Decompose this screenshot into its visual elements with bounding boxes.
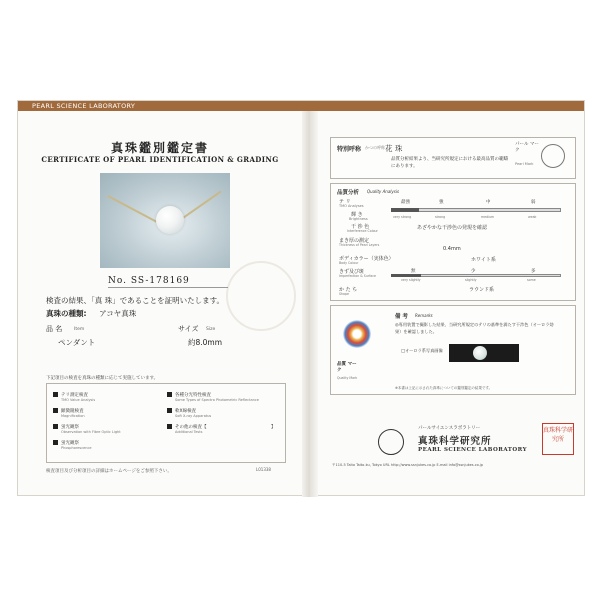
- kind-value: アコヤ真珠: [99, 309, 137, 318]
- interference-en: Interference Colour: [347, 229, 378, 233]
- checked-box-icon: [53, 392, 58, 397]
- nacre-value: 0.4mm: [443, 246, 461, 252]
- blemish-scale-label: 無: [411, 269, 416, 274]
- special-name-sub: かつの呼称: [365, 145, 385, 150]
- scale-label-en: very strong: [393, 215, 412, 219]
- special-name-label: 特別呼称: [337, 146, 362, 153]
- kind-label: 真珠の種類:: [46, 309, 87, 318]
- scale-label: 中: [486, 200, 491, 205]
- shape-value: ラウンド系: [469, 287, 495, 293]
- rainbow-spectrum-icon: [343, 320, 371, 348]
- check-item: 蛍光観察 Phosphorescence: [53, 440, 92, 450]
- chain-right: [180, 190, 222, 220]
- blemish-scale-label: 多: [531, 269, 536, 274]
- footer-note: 検査項目及び分析項目の詳細はホームページをご参照下さい。: [46, 469, 172, 474]
- remarks-label: 備 考: [395, 314, 408, 320]
- interference-value: あざやかな干渉色の発現を確認: [417, 225, 488, 231]
- pearl-mark-label: パール マーク: [515, 142, 539, 153]
- check-close-bracket: 】: [271, 425, 276, 430]
- lab-name-jp: 真珠科学研究所: [418, 436, 492, 447]
- panel-heading: 下記項目の検査を真珠の種類に応じて実施しています。: [46, 376, 159, 381]
- checked-box-icon: [167, 424, 172, 429]
- lab-name-en: PEARL SCIENCE LABORATORY: [418, 447, 527, 453]
- scale-label-en: medium: [481, 215, 495, 219]
- pearl-mark-en: Pearl Mark: [515, 162, 534, 166]
- aurora-photo: [449, 344, 519, 362]
- shape-en: Shape: [339, 292, 349, 296]
- chain-left: [108, 195, 157, 222]
- size-value: 約8.0mm: [188, 338, 223, 347]
- brightness-label: 輝 き: [351, 212, 363, 218]
- teri-label: テ リ: [339, 199, 351, 205]
- checked-box-icon: [53, 440, 58, 445]
- tests-panel: [46, 383, 286, 463]
- footnote: ※本書は上記に示された真珠についての鑑別鑑定の結果です。: [395, 386, 493, 390]
- scale-label-en: strong: [435, 215, 446, 219]
- nacre-en: Thickness of Pearl Layers: [339, 243, 380, 247]
- check-item: 蛍光観察 Observation with Fibre Optic Light: [53, 424, 121, 434]
- checked-box-icon: [167, 408, 172, 413]
- checked-box-icon: [53, 424, 58, 429]
- size-label-en: Size: [206, 327, 216, 332]
- brightness-scale-fill: [391, 208, 419, 212]
- lab-address: 〒110-5 Taito Taito-ku, Tokyo URL http://www.ssnjukes.co.jp E-mail info@ssnjukes.co.jp: [332, 463, 484, 467]
- remarks-en: Remarks: [415, 313, 433, 318]
- pearl-icon: [156, 206, 184, 234]
- brightness-en: Brightness: [349, 217, 368, 221]
- title-english: CERTIFICATE OF PEARL IDENTIFICATION & GRADING: [41, 155, 279, 164]
- size-label: サイズ: [178, 325, 199, 333]
- aurora-label: □オーロラ系写真画像: [401, 348, 443, 353]
- quality-analysis-box: [330, 183, 576, 301]
- check-item: 顕微鏡検査 Magnification: [53, 408, 85, 418]
- blemish-scale-en: some: [527, 278, 536, 282]
- special-name-box: [330, 137, 576, 179]
- blemish-en: Imperfection & Surface: [339, 274, 376, 278]
- special-name-desc: 品質分析結果より、当研究所規定における最高品質の範疇にあります。: [391, 157, 508, 169]
- pearl-mark-logo-icon: [541, 144, 565, 168]
- cert-no-value: SS-178169: [130, 276, 190, 286]
- checked-box-icon: [167, 392, 172, 397]
- lab-banner-text: PEARL SCIENCE LABORATORY: [32, 102, 136, 110]
- body-colour-value: ホワイト系: [471, 257, 496, 263]
- kind-row: [46, 308, 136, 319]
- check-item: テリ測定検査 TMO Value Analysis: [53, 392, 95, 402]
- center-fold: [302, 111, 318, 497]
- remarks-text: ◎専用装置で撮影した結果、当研究所規定のテリの基準を満たす干渉色（オーロラ効果）を確認しました。: [395, 322, 554, 334]
- teri-en: TMO Analyses: [339, 204, 364, 208]
- left-page: [18, 111, 302, 497]
- remarks-box: [330, 305, 576, 395]
- quality-mark-en: Quality Mark: [337, 376, 358, 380]
- pearl-photo-icon: [473, 346, 487, 360]
- blemish-scale-en: very slightly: [401, 278, 421, 282]
- lot-number: L01338: [256, 467, 271, 472]
- body-colour-en: Body Colour: [339, 261, 359, 265]
- blemish-label: きず及び斑: [339, 269, 365, 275]
- result-text: 検査の結果、「真 珠」であることを証明いたします。: [46, 296, 225, 305]
- right-page: [318, 111, 586, 497]
- cert-no-label: No.: [108, 276, 127, 286]
- check-item: 各種分光特性検査 Some Types of Spectro Photometric Reflectance: [167, 392, 259, 402]
- checked-box-icon: [53, 408, 58, 413]
- blemish-scale-fill: [391, 274, 421, 277]
- quality-mark-label: 品質 マーク: [337, 362, 357, 373]
- certificate-number: [108, 276, 228, 288]
- scale-label: 最強: [401, 200, 410, 205]
- top-banner: [18, 101, 584, 111]
- lab-sub-label: パールサイエンスラボラトリー: [418, 426, 481, 431]
- watermark-seal: [226, 261, 296, 331]
- nacre-label: まき厚の測定: [339, 238, 370, 244]
- item-label-en: Item: [74, 327, 85, 332]
- red-seal-stamp: 真珠科学研究所: [542, 423, 574, 455]
- shape-label: か た ち: [339, 287, 358, 293]
- scale-label: 強: [439, 200, 444, 205]
- certificate: [17, 100, 585, 496]
- pearl-photo: [100, 173, 230, 268]
- scale-label: 弱: [531, 200, 536, 205]
- lab-logo-icon: [378, 429, 404, 455]
- quality-en: Quality Analysis: [367, 189, 400, 194]
- quality-label: 品質分析: [337, 190, 360, 196]
- special-name-value: 花 珠: [385, 144, 403, 153]
- item-label: 品 名: [46, 325, 63, 333]
- check-item: その他の検査【 Additional Tests: [167, 424, 207, 434]
- blemish-scale-label: 少: [471, 269, 476, 274]
- check-item: 軟X線検査 Soft X-ray Apparatus: [167, 408, 211, 418]
- blemish-scale-en: slightly: [465, 278, 477, 282]
- interference-label: 干 渉 色: [351, 224, 370, 230]
- title-japanese: 真珠鑑別鑑定書: [110, 141, 209, 155]
- body-colour-label: ボディカラー（実体色）: [339, 256, 394, 262]
- item-value: ペンダント: [58, 338, 96, 347]
- scale-label-en: weak: [528, 215, 537, 219]
